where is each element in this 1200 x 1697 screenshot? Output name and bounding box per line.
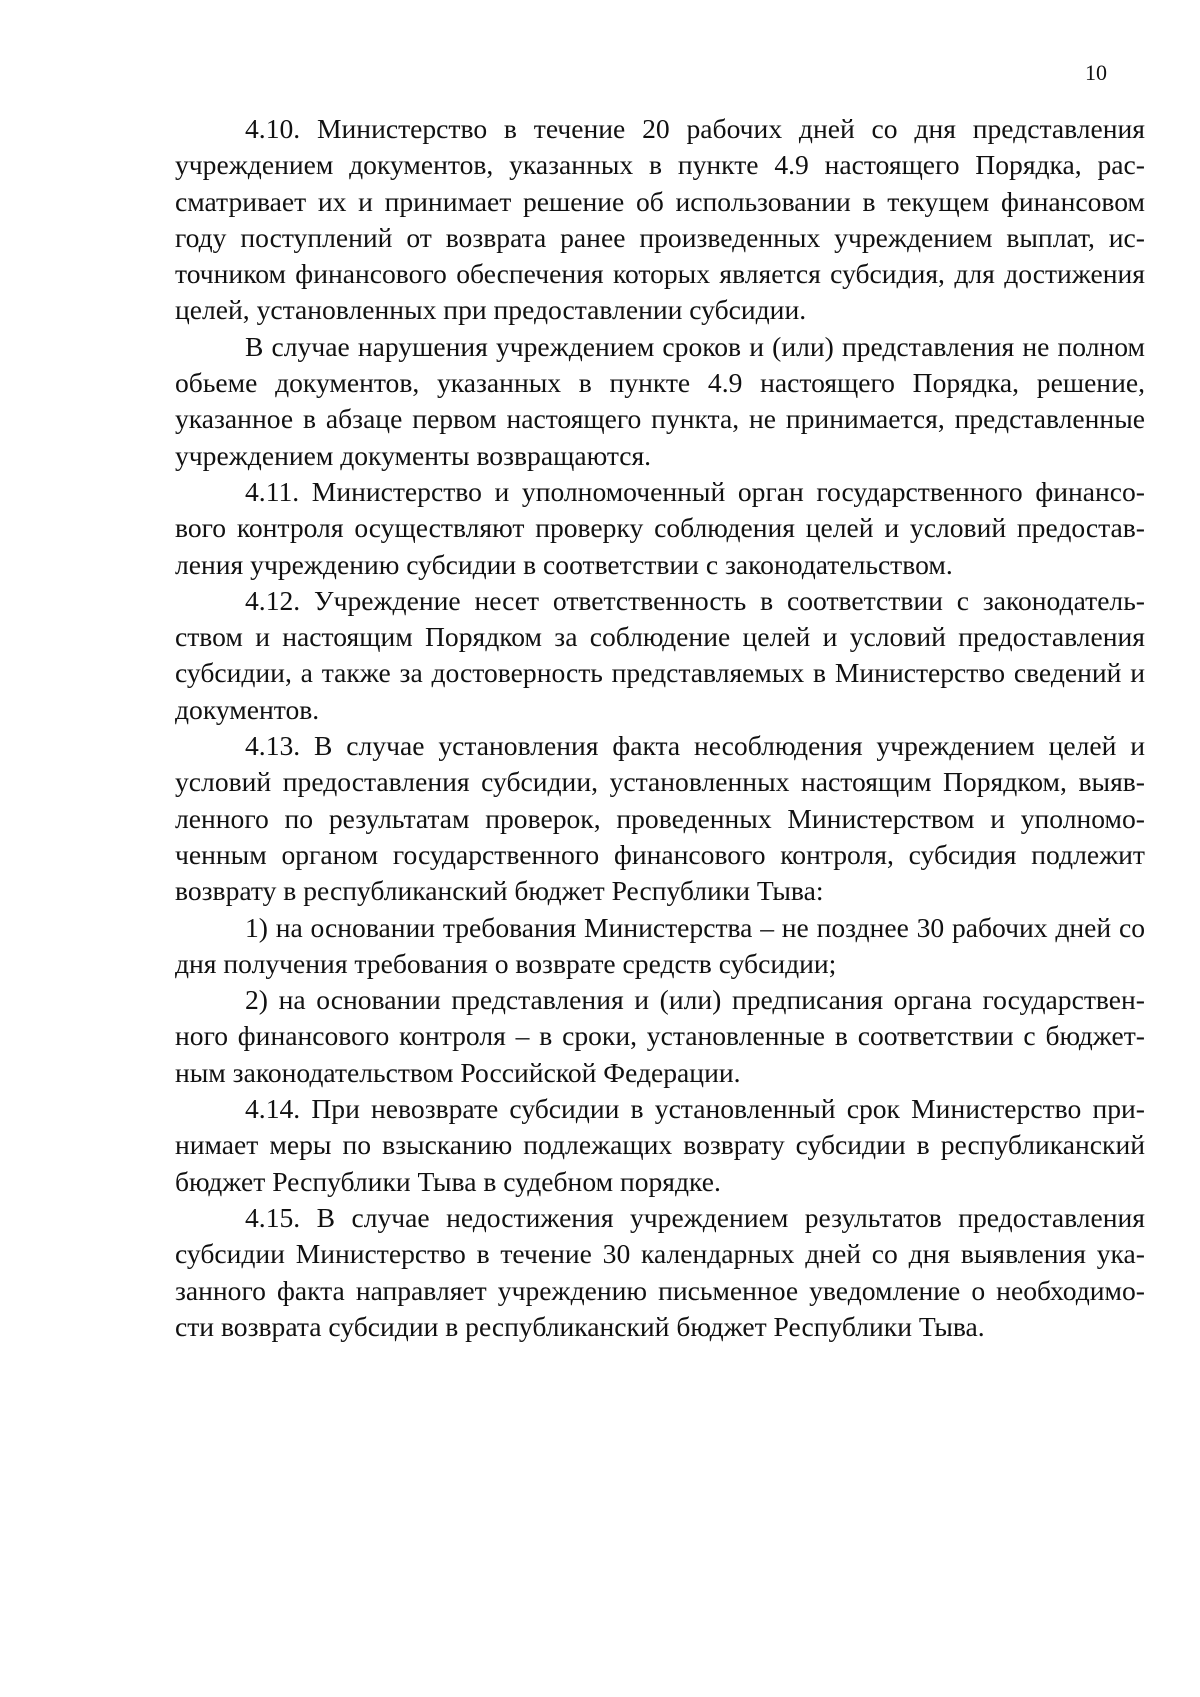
- paragraph-4-14: 4.14. При невозврате субсидии в установленный срок Министерство принимает меры по взысканию подлежащих возврату субсидии в республиканский бюджет Республики Тыва в судебном порядке.: [175, 1093, 1145, 1197]
- paragraph-4-13: 4.13. В случае установления факта несоблюдения учреждением целей и условий предоставления субсидии, установленных настоящим Порядком, выявленного по результатам проверок, проведенных Министерством и уполномоченным органом государственного финансового контроля, субсидия подлежит возврату в республиканский бюджет Республики Тыва:: [175, 730, 1145, 907]
- paragraph-4-13-item-1: 1) на основании требования Министерства – не позднее 30 рабочих дней со дня получения требования о возврате средств субсидии;: [175, 911, 1145, 979]
- document-body: [175, 111, 1145, 1345]
- page-number: 10: [1085, 60, 1107, 85]
- paragraph-4-10: 4.10. Министерство в течение 20 рабочих дней со дня представления учреждением документов, указанных в пункте 4.9 настоящего Порядка, рассматривает их и принимает решение об использовании в текущем финансовом году поступлений от возврата ранее произведенных учреждением выплат, источником финансового обеспечения которых является субсидия, для достижения целей, установленных при предоставлении субсидии.: [175, 113, 1145, 326]
- paragraph-4-12: 4.12. Учреждение несет ответственность в соответствии с законодательством и настоящим Порядком за соблюдение целей и условий предоставления субсидии, а также за достоверность представляемых в Министерство сведений и документов.: [175, 584, 1145, 725]
- paragraph-4-10-violation: В случае нарушения учреждением сроков и (или) представления не полном обьеме документов, указанных в пункте 4.9 настоящего Порядка, решение, указанное в абзаце первом настоящего пункта, не принимается, представленные учреждением документы возвращаются.: [175, 330, 1145, 471]
- paragraph-4-15: 4.15. В случае недостижения учреждением результатов предоставления субсидии Министерство в течение 30 календарных дней со дня выявления указанного факта направляет учреждению письменное уведомление о необходимости возврата субсидии в республиканский бюджет Республики Тыва.: [175, 1201, 1145, 1342]
- paragraph-4-11: 4.11. Министерство и уполномоченный орган государственного финансового контроля осуществляют проверку соблюдения целей и условий предоставления учреждению субсидии в соответствии с законодательством.: [175, 475, 1145, 580]
- paragraph-4-13-item-2: 2) на основании представления и (или) предписания органа государственного финансового контроля – в сроки, установленные в соответствии с бюджетным законодательством Российской Федерации.: [175, 984, 1145, 1088]
